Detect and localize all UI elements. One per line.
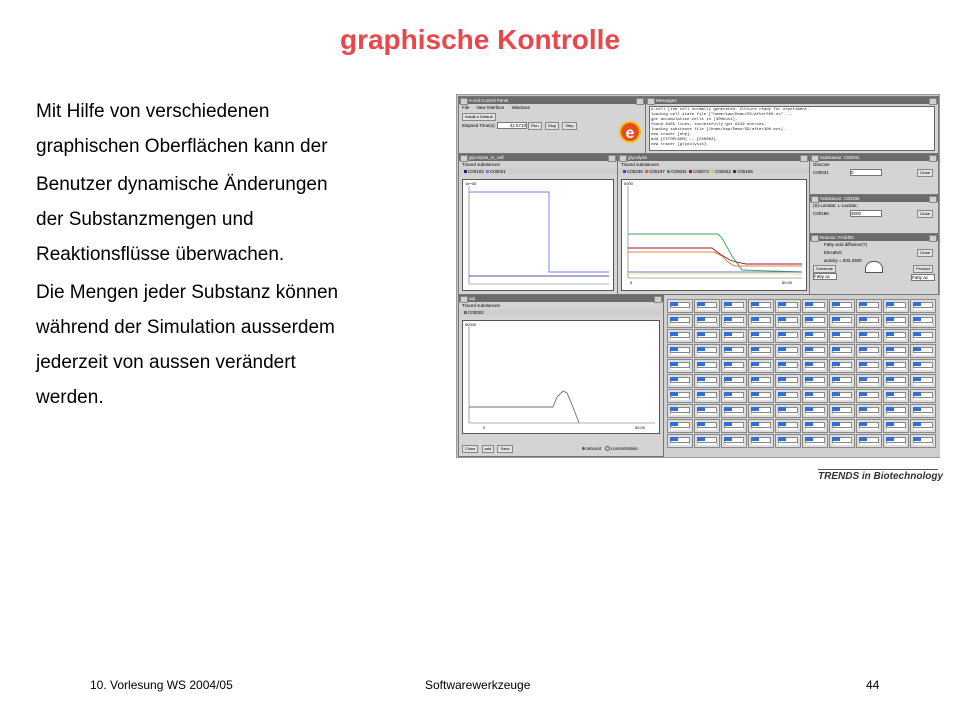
substance-mini-panel[interactable] [775, 314, 801, 328]
substance-mini-panel[interactable] [775, 434, 801, 448]
substance-mini-panel[interactable] [910, 404, 936, 418]
ecell-screenshot [456, 94, 940, 458]
legend-swatch-c00002 [464, 311, 467, 314]
legend-swatch-c00031 [486, 170, 489, 173]
substance-mini-panel[interactable] [721, 404, 747, 418]
substance-mini-panel[interactable] [829, 374, 855, 388]
substance-mini-panel[interactable] [694, 329, 720, 343]
substance-mini-panel[interactable] [775, 374, 801, 388]
footer-page-number: 44 [866, 678, 880, 692]
control-panel-menubar [459, 104, 645, 112]
atp-save-button[interactable]: Save [497, 445, 512, 453]
substance-c00186-titlebar: Substance: C00186 [810, 195, 938, 202]
menu-new-interface[interactable]: New Interface [476, 105, 505, 110]
glycolysis-legend: C00236 C00197 C00631 C00074 C00022 C00186 [618, 168, 809, 175]
substance-mini-panel[interactable] [748, 404, 774, 418]
atp-close-button[interactable]: Close [462, 445, 478, 453]
messages-titlebar: Messages [646, 97, 938, 104]
substance-mini-panel[interactable] [829, 344, 855, 358]
run-button[interactable]: Run [528, 122, 541, 130]
substance-mini-panel[interactable] [856, 419, 882, 433]
substance-mini-panel[interactable] [910, 434, 936, 448]
substance-c00186-close-button[interactable]: Close [917, 210, 933, 218]
substance-mini-panel[interactable] [694, 389, 720, 403]
legend-swatch-c00022 [711, 170, 714, 173]
substance-c00186-field[interactable]: 3000 [850, 210, 882, 217]
substance-mini-panel[interactable] [721, 419, 747, 433]
substance-mini-panel[interactable] [829, 419, 855, 433]
substance-mini-panel[interactable] [910, 329, 936, 343]
substance-mini-panel[interactable] [883, 299, 909, 313]
substance-mini-panel[interactable] [775, 389, 801, 403]
substance-mini-panel[interactable] [802, 314, 828, 328]
legend-swatch-c00236 [623, 170, 626, 173]
substance-mini-panel[interactable] [802, 389, 828, 403]
substance-c00031-close-button[interactable]: Close [917, 169, 933, 177]
menu-windows[interactable]: Windows [511, 105, 530, 110]
substance-c00031-titlebar: Substance: C00031 [810, 154, 938, 161]
amount-radio[interactable] [582, 447, 585, 450]
substance-mini-panel[interactable] [667, 374, 693, 388]
control-panel-window [458, 96, 646, 154]
paragraph-1: Mit Hilfe von verschiedenen graphischen Oberflächen kann der [36, 101, 328, 157]
substrate-button[interactable]: Substrate [813, 265, 836, 273]
substance-mini-panel[interactable] [802, 299, 828, 313]
substance-mini-panel[interactable] [910, 314, 936, 328]
substance-mini-panel[interactable] [667, 419, 693, 433]
substance-mini-panel[interactable] [721, 434, 747, 448]
substance-mini-panel[interactable] [910, 374, 936, 388]
substance-mini-panel[interactable] [856, 344, 882, 358]
substance-mini-panel[interactable] [694, 419, 720, 433]
substance-mini-panel[interactable] [802, 434, 828, 448]
legend-swatch-c00103 [464, 170, 467, 173]
substance-mini-panel[interactable] [829, 314, 855, 328]
attribution: TRENDS in Biotechnology [818, 471, 943, 482]
substance-mini-panel[interactable] [802, 374, 828, 388]
substance-mini-panel[interactable] [883, 419, 909, 433]
messages-console: e-cell [the cell normally generated. Culture ready for experiment. loading cell state file ["home/kaw/Demo/SS/after500.cs" ... got accumulation cells is [300kusi]. found 6465 lines, successfully got 6419 entries. loading substance file [/home/kaw/Demo/SS/after300.ecs]. new tracer [ehp]. add [CYTOPLASM] -- [C00002]. new tracer [glycolysis]. [649, 106, 935, 151]
atp-legend: C00002 [459, 309, 663, 316]
substance-mini-panel[interactable] [667, 389, 693, 403]
substance-mini-panel[interactable] [910, 344, 936, 358]
substance-mini-panel[interactable] [748, 299, 774, 313]
substance-c00031-window: Substance: C00031 Glucose C00031 0 Close [809, 153, 939, 195]
substance-mini-panel[interactable] [802, 329, 828, 343]
reactor-titlebar: Reactor: FAdd00 [810, 234, 938, 241]
substance-mini-panel[interactable] [721, 374, 747, 388]
substance-mini-panel[interactable] [802, 359, 828, 373]
substance-mini-panel[interactable] [748, 374, 774, 388]
reactor-close-button[interactable]: Close [917, 249, 933, 257]
substance-mini-panel[interactable] [856, 299, 882, 313]
substance-mini-panel[interactable] [667, 329, 693, 343]
elapsed-time-value: 42.5710 [497, 122, 527, 129]
substance-mini-panel[interactable] [748, 359, 774, 373]
legend-swatch-c00186 [733, 170, 736, 173]
substance-mini-panel[interactable] [667, 404, 693, 418]
substance-mini-panel[interactable] [829, 359, 855, 373]
series-c00002 [469, 391, 579, 423]
substance-mini-panel[interactable] [748, 329, 774, 343]
substance-mini-panel[interactable] [775, 329, 801, 343]
atp-window: atp Traced substances C00002 50000 0 50.00 Close add Save amount concentration [458, 294, 664, 457]
substance-mini-panel[interactable] [748, 419, 774, 433]
substance-mini-panel[interactable] [775, 404, 801, 418]
atp-titlebar: atp [459, 295, 663, 302]
substance-mini-panel[interactable] [694, 344, 720, 358]
substrate-field[interactable]: Fatty ac [813, 273, 837, 280]
substance-mini-panel[interactable] [694, 314, 720, 328]
elapsed-time-label: Elapsed Time(s): [462, 123, 496, 128]
product-button[interactable]: Product [913, 265, 933, 273]
substance-mini-panel[interactable] [856, 374, 882, 388]
reactor-window: Reactor: FAdd00 Fatty acid diffusion(?) ElecaNG Close activity = 833.2500 Substrate Product Fatty ac Fatty ac [809, 233, 939, 295]
substance-mini-panel[interactable] [856, 434, 882, 448]
substance-c00031-field[interactable]: 0 [850, 169, 882, 176]
substance-mini-panel[interactable] [883, 404, 909, 418]
control-panel-titlebar: e-cell Control Panel [459, 97, 645, 104]
substance-mini-panel[interactable] [721, 299, 747, 313]
install-default-button[interactable]: Install a Default [462, 113, 496, 121]
paragraph-3: Die Mengen jeder Substanz können während der Simulation ausserdem jederzeit von aussen verändert werden. [36, 282, 339, 408]
substance-mini-panel[interactable] [748, 314, 774, 328]
substance-grid [663, 295, 940, 457]
substance-mini-panel[interactable] [883, 344, 909, 358]
substance-mini-panel[interactable] [856, 389, 882, 403]
substance-mini-panel[interactable] [721, 389, 747, 403]
substance-mini-panel[interactable] [694, 434, 720, 448]
gauge-icon [865, 261, 883, 273]
messages-window [645, 96, 939, 154]
menu-file[interactable]: File [462, 105, 470, 110]
glycolysis-plot: 5000 0 50.00 [621, 179, 807, 291]
substance-mini-panel[interactable] [694, 374, 720, 388]
footer-lecture: 10. Vorlesung WS 2004/05 [90, 678, 233, 692]
substance-mini-panel[interactable] [829, 329, 855, 343]
substance-mini-panel[interactable] [775, 419, 801, 433]
attribution-rule [818, 469, 938, 470]
legend-swatch-c00074 [689, 170, 692, 173]
substance-mini-panel[interactable] [802, 344, 828, 358]
substance-mini-panel[interactable] [856, 359, 882, 373]
paragraph-2: Benutzer dynamische Änderungen der Substanzmengen und Reaktionsflüsse überwachen. [36, 174, 328, 265]
substance-mini-panel[interactable] [775, 344, 801, 358]
substance-mini-panel[interactable] [667, 299, 693, 313]
substance-mini-panel[interactable] [856, 329, 882, 343]
substance-mini-panel[interactable] [829, 434, 855, 448]
substance-mini-panel[interactable] [721, 359, 747, 373]
substance-mini-panel[interactable] [883, 359, 909, 373]
step-button[interactable]: Step [562, 122, 576, 130]
glycolysis-titlebar: glycolysis [618, 154, 809, 161]
substance-mini-panel[interactable] [883, 389, 909, 403]
substance-mini-panel[interactable] [667, 434, 693, 448]
glycolysis-in-cell-plot: 1e+00 [462, 179, 614, 291]
substance-mini-panel[interactable] [910, 359, 936, 373]
substance-mini-panel[interactable] [883, 434, 909, 448]
substance-mini-panel[interactable] [910, 419, 936, 433]
footer-course: Softwarewerkzeuge [425, 678, 531, 692]
glycolysis-in-cell-titlebar: glycolysis_in_cell [459, 154, 617, 161]
concentration-radio[interactable] [605, 446, 610, 451]
substance-mini-panel[interactable] [667, 314, 693, 328]
substance-mini-panel[interactable] [883, 314, 909, 328]
substance-mini-panel[interactable] [910, 389, 936, 403]
substance-mini-panel[interactable] [829, 299, 855, 313]
slide-title: graphische Kontrolle [339, 24, 621, 55]
series-c00074 [628, 248, 802, 264]
glycolysis-window: glycolysis Traced substances C00236 C00197 C00631 C00074 C00022 C00186 5000 0 50.00 [617, 153, 810, 295]
product-field[interactable]: Fatty ac [911, 274, 935, 281]
substance-mini-panel[interactable] [694, 404, 720, 418]
substance-mini-panel[interactable] [829, 389, 855, 403]
substance-mini-panel[interactable] [775, 359, 801, 373]
ecell-logo: e [619, 121, 641, 143]
substance-mini-panel[interactable] [748, 434, 774, 448]
glycolysis-in-cell-legend: C00103 C00031 [459, 168, 617, 175]
legend-swatch-c00197 [645, 170, 648, 173]
substance-mini-panel[interactable] [829, 404, 855, 418]
legend-swatch-c00631 [667, 170, 670, 173]
substance-mini-panel[interactable] [694, 359, 720, 373]
glycolysis-in-cell-window: glycolysis_in_cell Traced substances C00103 C00031 1e+00 [458, 153, 618, 295]
substance-mini-panel[interactable] [667, 344, 693, 358]
substance-mini-panel[interactable] [910, 299, 936, 313]
substance-mini-panel[interactable] [883, 329, 909, 343]
atp-plot: 50000 0 50.00 [462, 320, 660, 434]
substance-mini-panel[interactable] [748, 344, 774, 358]
series-c00031 [469, 192, 609, 272]
substance-mini-panel[interactable] [694, 299, 720, 313]
substance-mini-panel[interactable] [748, 389, 774, 403]
substance-mini-panel[interactable] [856, 314, 882, 328]
substance-mini-panel[interactable] [721, 344, 747, 358]
substance-mini-panel[interactable] [775, 299, 801, 313]
substance-mini-panel[interactable] [802, 419, 828, 433]
atp-add-button[interactable]: add [482, 445, 495, 453]
stop-button[interactable]: Stop [545, 122, 559, 130]
substance-c00186-window: Substance: C00186 (S)-Lactate; L-Lactate; C00186 3000 Close [809, 194, 939, 234]
substance-mini-panel[interactable] [721, 314, 747, 328]
substance-mini-panel[interactable] [721, 329, 747, 343]
body-text [36, 94, 431, 418]
substance-mini-panel[interactable] [856, 404, 882, 418]
substance-mini-panel[interactable] [667, 359, 693, 373]
substance-mini-panel[interactable] [802, 404, 828, 418]
substance-mini-panel[interactable] [883, 374, 909, 388]
